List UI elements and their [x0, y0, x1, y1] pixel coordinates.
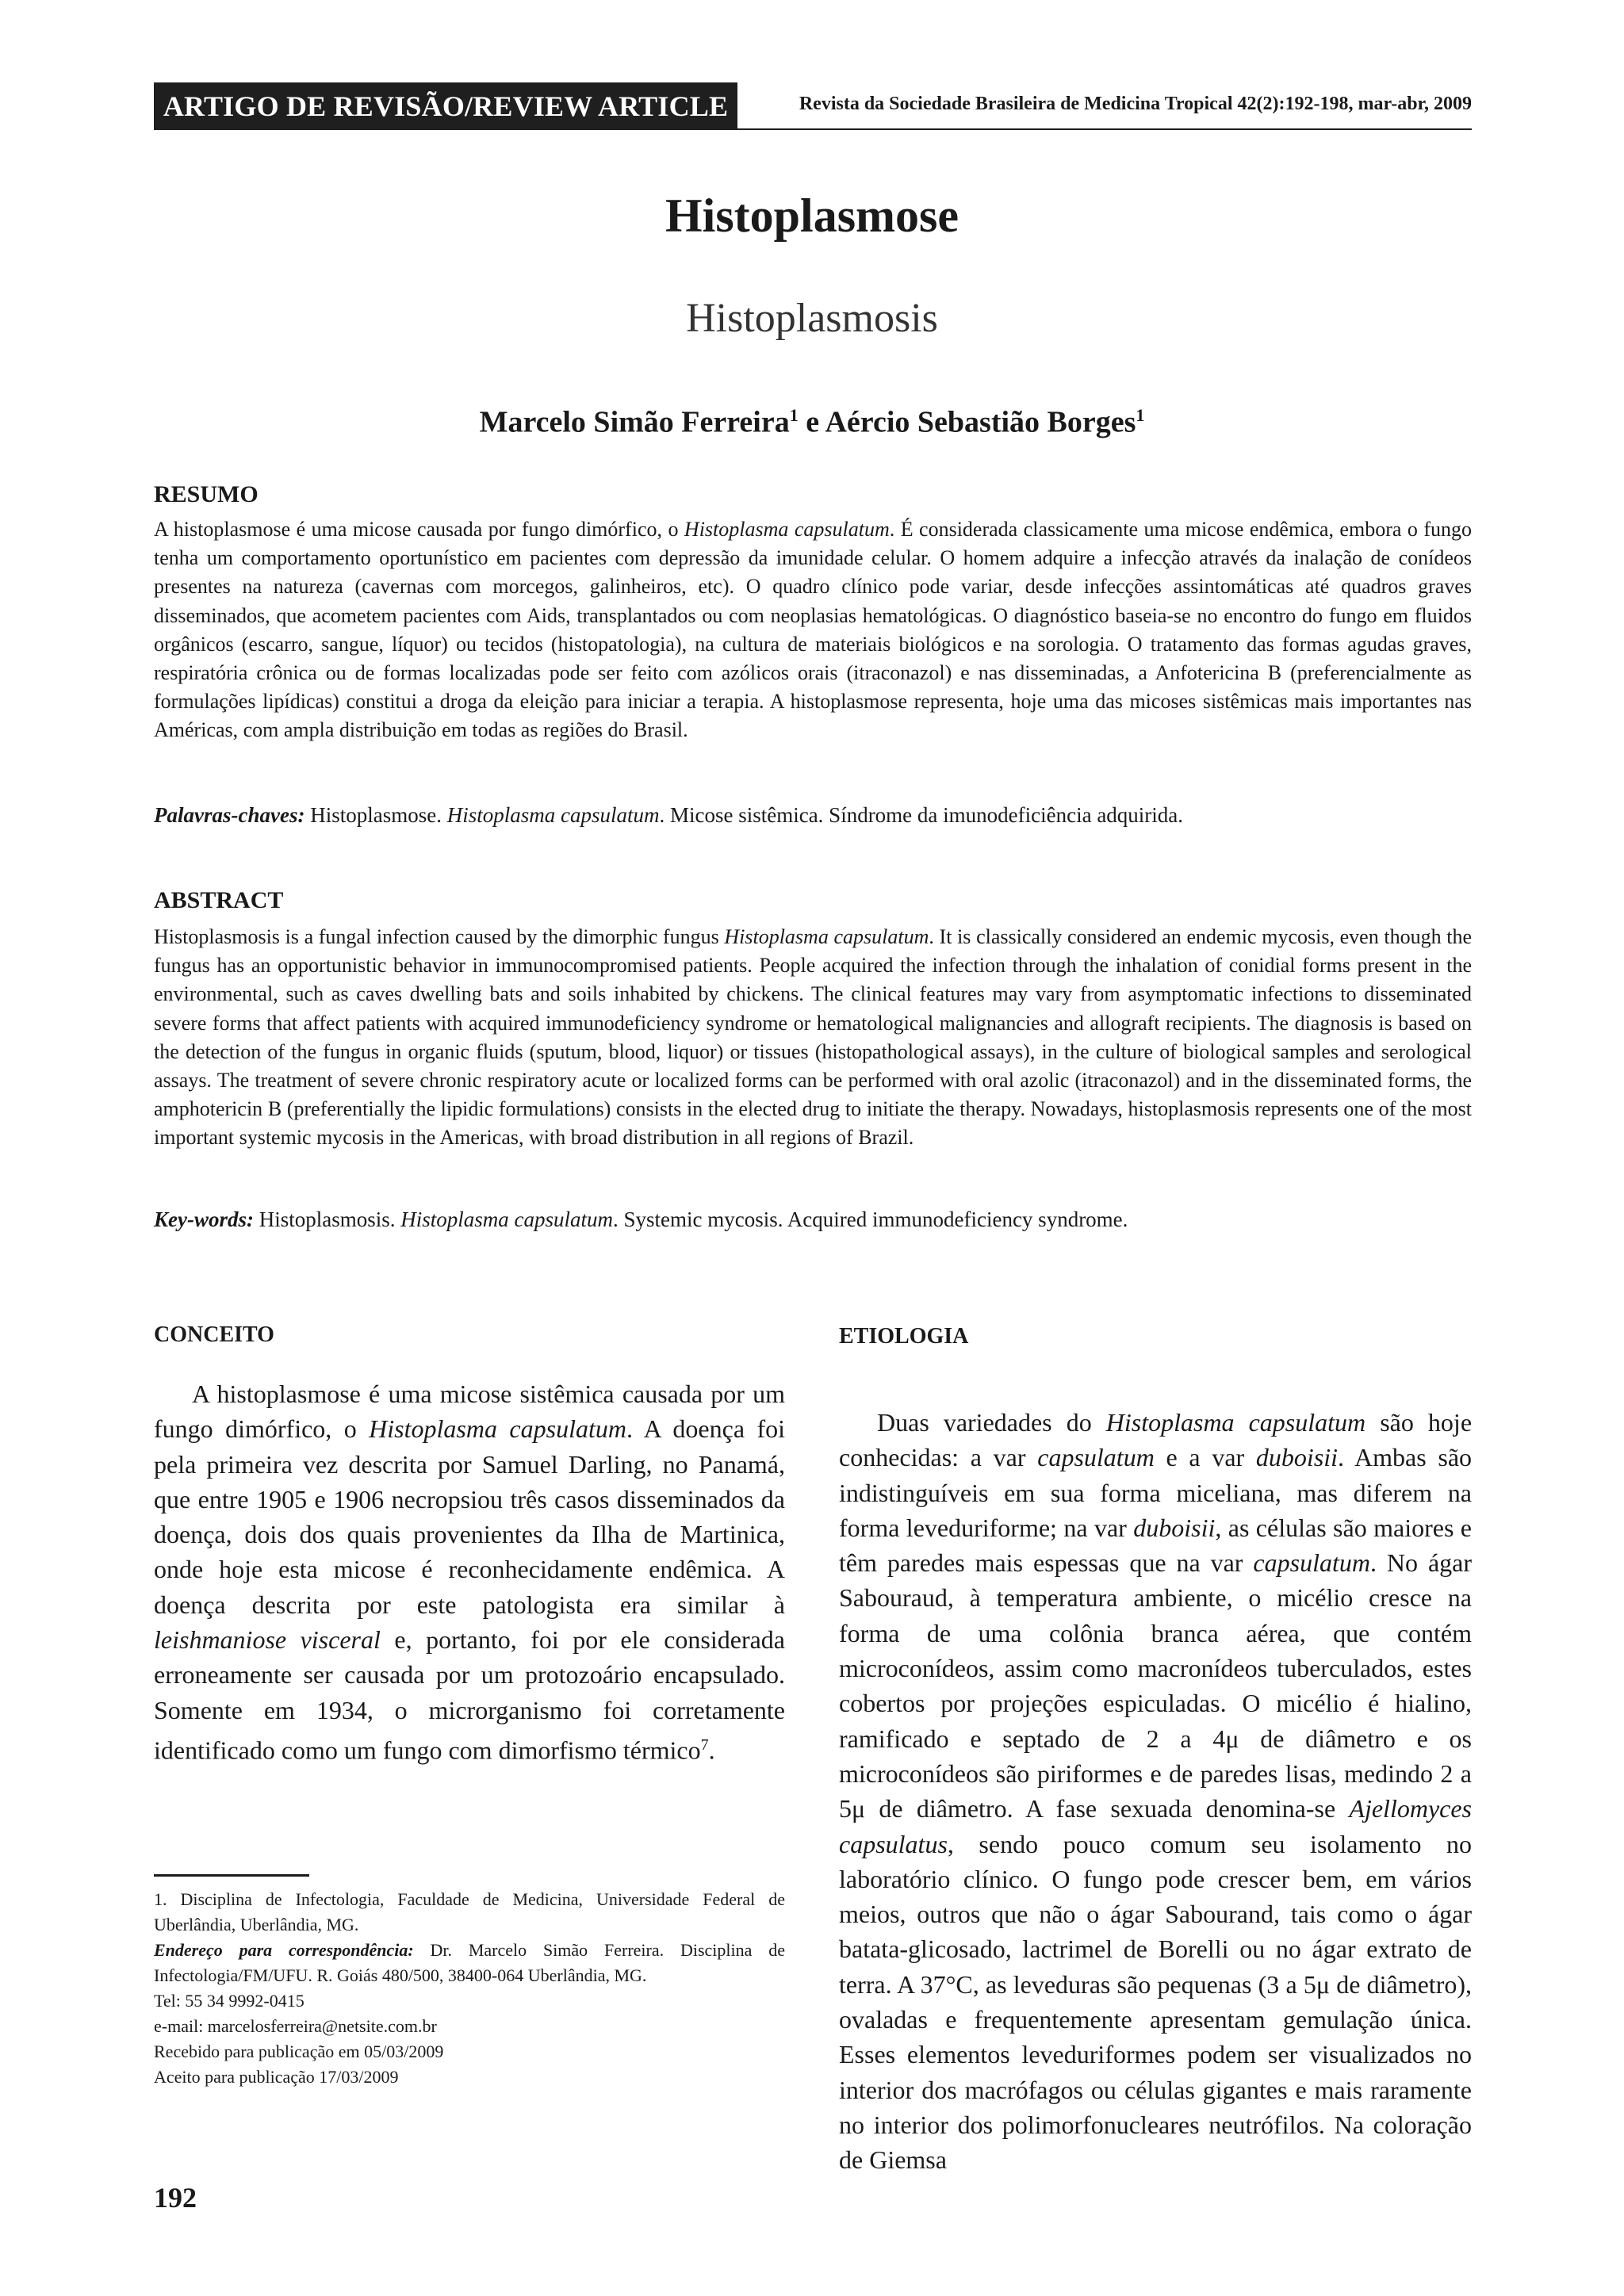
- text-run: . Ambas são indistinguíveis em sua forma miceliana, mas diferem na forma leveduriforme; na var: [839, 1443, 1473, 1542]
- text-run: Histoplasmosis.: [253, 1207, 401, 1231]
- article-subtitle: Histoplasmosis: [686, 296, 938, 341]
- variety-name: duboisii: [1255, 1443, 1339, 1472]
- text-run: A histoplasmose é uma micose sistêmica causada por um fungo dimórfico, o: [154, 1380, 785, 1444]
- telephone: Tel: 55 34 9992-0415: [154, 1991, 304, 2011]
- species-name: Histoplasma capsulatum: [369, 1414, 626, 1444]
- article-type-banner: ARTIGO DE REVISÃO/REVIEW ARTICLE: [154, 82, 737, 130]
- text-run: . É considerada classicamente uma micose endêmica, embora o fungo tenha um comportamento oportunístico em pacientes com depressão da imunidade celular. O homem adquire a infecção através da inalação de conídeos presentes na natureza (cavernas com morcegos, galinheiros, etc). O quadro clínico pode variar, desde infecções assintomáticas até quadros graves disseminados, que acometem pacientes com Aids, transplantados ou com neoplasias hematológicas. O diagnóstico baseia-se no encontro do fungo em fluidos orgânicos (escarro, sangue, líquor) ou tecidos (histopatologia), na cultura de materiais biológicos e na sorologia. O tratamento das formas agudas graves, respiratória crônica ou de formas localizadas pode ser feito com azólicos orais (itraconazol) e nas disseminadas, a Anfotericina B (preferencialmente as formulações lipídicas) constitui a droga da eleição para iniciar a terapia. A histoplasmose representa, hoje uma das micoses sistêmicas mais importantes nas Américas, com ampla distribuição em todas as regiões do Brasil.: [154, 518, 1472, 742]
- correspondence-note: [154, 1938, 785, 1988]
- article-title: Histoplasmose: [665, 189, 959, 242]
- text-run: , as células são maiores e têm paredes mais espessas que na var: [839, 1513, 1473, 1578]
- text-run: e, portanto, foi por ele considerada erroneamente ser causada por um protozoário encapsulado. Somente em 1934, o microrganismo foi corretamente identificado como um fungo com dimorfismo térmico: [154, 1625, 786, 1765]
- text-run: Histoplasmose.: [304, 803, 447, 827]
- header-rule: [737, 128, 1472, 130]
- text-run: Histoplasmosis is a fungal infection caused by the dimorphic fungus: [154, 925, 725, 948]
- author-joiner: e: [798, 405, 825, 439]
- affiliation-marker: 1: [1136, 405, 1145, 425]
- keywords-label: Palavras-chaves:: [154, 803, 305, 827]
- footnote-rule: [154, 1874, 309, 1877]
- text-run: e a var: [1154, 1443, 1256, 1472]
- received-date: Recebido para publicação em 05/03/2009: [154, 2042, 444, 2061]
- affiliation-marker: 1: [789, 405, 799, 425]
- author-list: [0, 395, 1624, 443]
- species-name: Histoplasma capsulatum: [400, 1207, 614, 1231]
- variety-name: capsulatum: [1037, 1443, 1155, 1472]
- resumo-keywords: [154, 801, 1472, 829]
- reference-marker: 7: [700, 1735, 709, 1754]
- species-name: Histoplasma capsulatum: [724, 925, 929, 948]
- author-name: Aércio Sebastião Borges: [825, 405, 1136, 439]
- etiologia-paragraph: [839, 1405, 1472, 2178]
- text-run: . Micose sistêmica. Síndrome da imunodeficiência adquirida.: [659, 803, 1184, 827]
- affiliation-note: 1. Disciplina de Infectologia, Faculdade de Medicina, Universidade Federal de Uberlândia, Uberlândia, MG.: [154, 1889, 785, 1934]
- resumo-heading: RESUMO: [154, 481, 259, 507]
- text-run: . Systemic mycosis. Acquired immunodeficiency syndrome.: [613, 1207, 1128, 1231]
- text-run: Dr. Marcelo Simão Ferreira. Disciplina de Infectologia/FM/UFU. R. Goiás 480/500, 38400-064 Uberlândia, MG.: [154, 1940, 785, 1985]
- text-run: . A doença foi pela primeira vez descrita por Samuel Darling, no Panamá, que entre 1905 e 1906 necropsiou três casos disseminados da doença, dois dos quais provenientes da Ilha de Martinica, onde hoje esta micose é reconhecidamente endêmica. A doença descrita por este patologista era similar à: [154, 1414, 786, 1619]
- author-name: Marcelo Simão Ferreira: [479, 405, 790, 439]
- text-run: . It is classically considered an endemic mycosis, even though the fungus has an opportunistic behavior in immunocompromised patients. People acquired the infection through the inhalation of conidial forms present in the environmental, such as caves dwelling bats and soils inhabited by chickens. The clinical features may vary from asymptomatic infections to disseminated severe forms that affect patients with acquired immunodeficiency syndrome or hematological malignancies and allograft recipients. The diagnosis is based on the detection of the fungus in organic fluids (sputum, blood, liquor) or tissues (histopathological assays), in the culture of biological samples and serological assays. The treatment of severe chronic respiratory acute or localized forms can be performed with oral azolic (itraconazol) and in the disseminated forms, the amphotericin B (preferentially the lipidic formulations) consists in the elected drug to initiate the therapy. Nowadays, histoplasmosis represents one of the most important systemic mycosis in the Americas, with broad distribution in all regions of Brazil.: [154, 925, 1472, 1150]
- resumo-paragraph: [154, 515, 1472, 745]
- footnotes: [154, 1887, 785, 2090]
- species-name: Ajellomyces capsulatus: [839, 1794, 1472, 1858]
- variety-name: duboisii: [1133, 1513, 1216, 1542]
- abstract-paragraph: [154, 923, 1472, 1153]
- keywords-label: Key-words:: [154, 1207, 254, 1231]
- text-run: Duas variedades do: [877, 1408, 1106, 1437]
- abstract-keywords: [154, 1205, 1472, 1234]
- text-run: A histoplasmose é uma micose causada por fungo dimórfico, o: [154, 518, 684, 541]
- disease-name: leishmaniose visceral: [154, 1625, 381, 1655]
- etiologia-heading: ETIOLOGIA: [839, 1324, 969, 1349]
- accepted-date: Aceito para publicação 17/03/2009: [154, 2067, 399, 2087]
- text-run: , sendo pouco comum seu isolamento no laboratório clínico. O fungo pode crescer bem, em vários meios, outros que não o ágar Sabourand, tais como o ágar batata-glicosado, lactrimel de Borelli ou no ágar extrato de terra. A 37°C, as leveduras são pequenas (3 a 5μ de diâmetro), ovaladas e frequentemente apresentam gemulação única. Esses elementos leveduriformes podem ser visualizados no interior dos macrófagos ou células gigantes e mais raramente no interior dos polimorfonucleares neutrófilos. Na coloração de Giemsa: [839, 1829, 1472, 2175]
- species-name: Histoplasma capsulatum: [684, 518, 890, 541]
- species-name: Histoplasma capsulatum: [1105, 1408, 1366, 1437]
- conceito-heading: CONCEITO: [154, 1322, 274, 1347]
- correspondence-label: Endereço para correspondência:: [154, 1940, 414, 1960]
- variety-name: capsulatum: [1253, 1548, 1370, 1578]
- species-name: Histoplasma capsulatum: [446, 803, 660, 827]
- conceito-paragraph: [154, 1376, 785, 1768]
- journal-citation: Revista da Sociedade Brasileira de Medicina Tropical 42(2):192-198, mar-abr, 2009: [799, 94, 1472, 114]
- text-run: . No ágar Sabouraud, à temperatura ambiente, o micélio cresce na forma de uma colônia branca aérea, que contém microconídeos, assim como macronídeos tuberculados, estes cobertos por projeções espiculadas. O micélio é hialino, ramificado e septado de 2 a 4μ de diâmetro e os microconídeos são piriformes e de paredes lisas, medindo 2 a 5μ de diâmetro. A fase sexuada denomina-se: [839, 1548, 1473, 1823]
- text-run: são hoje conhecidas: a var: [839, 1408, 1473, 1472]
- email: e-mail: marcelosferreira@netsite.com.br: [154, 2016, 437, 2036]
- abstract-heading: ABSTRACT: [154, 887, 284, 913]
- text-run: .: [708, 1735, 715, 1765]
- page-number: 192: [154, 2182, 197, 2214]
